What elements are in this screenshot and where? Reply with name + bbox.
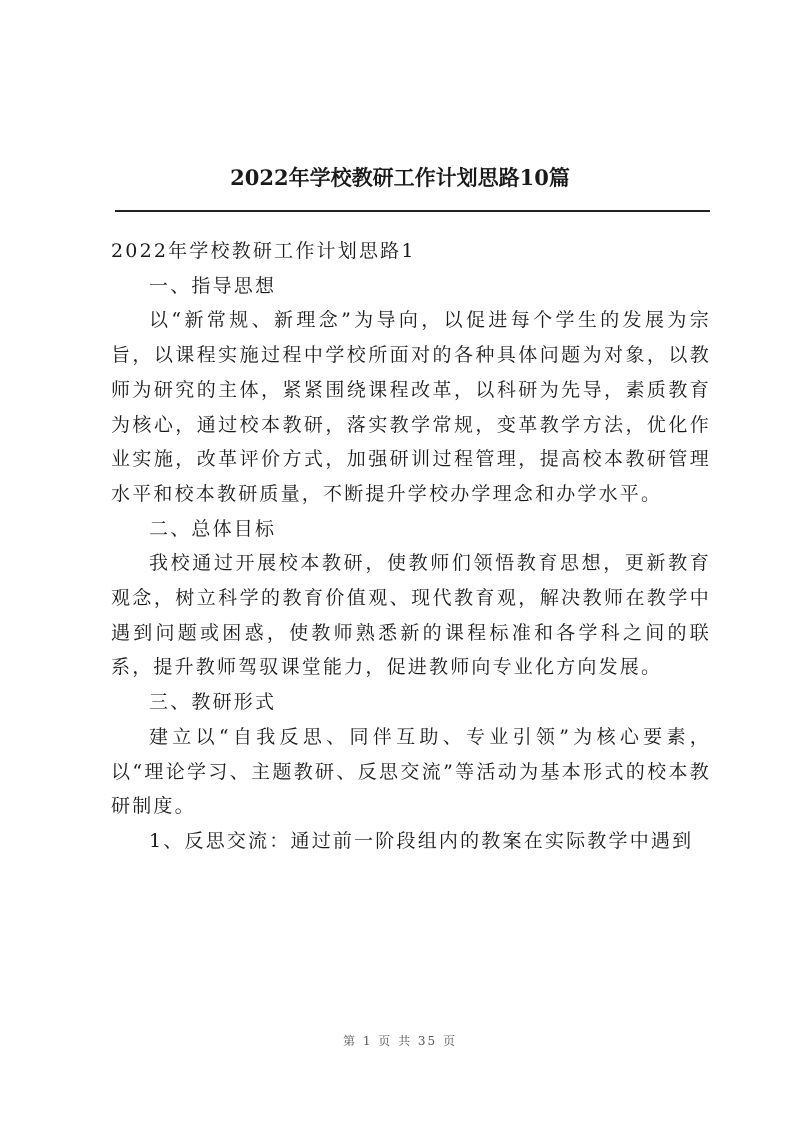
- heading-research-form: 三、教研形式: [149, 691, 277, 714]
- paragraph-overall-goal: 我校通过开展校本教研，使教师们领悟教育思想，更新教育观念，树立科学的教育价值观、现代教育观，解决教师在教学中遇到问题或困惑，使教师熟悉新的课程标准和各学科之间的联系，提升教师驾驭课堂能力，促进教师向专业化方向发展。: [111, 552, 711, 679]
- document-body: [111, 234, 711, 859]
- paragraph-reflection-exchange: 1、反思交流：通过前一阶段组内的教案在实际教学中遇到: [149, 829, 694, 852]
- paragraph-research-form: 建立以“自我反思、同伴互助、专业引领”为核心要素，以“理论学习、主题教研、反思交流”等活动为基本形式的校本教研制度。: [111, 725, 711, 818]
- page-footer: 第 1 页 共 35 页: [343, 1034, 457, 1048]
- title-divider: [115, 210, 710, 212]
- heading-guiding-thought: 一、指导思想: [149, 274, 277, 297]
- section-subtitle: 2022年学校教研工作计划思路1: [111, 240, 416, 262]
- heading-overall-goal: 二、总体目标: [149, 517, 277, 540]
- paragraph-guiding-thought: 以“新常规、新理念”为导向，以促进每个学生的发展为宗旨，以课程实施过程中学校所面对的各种具体问题为对象，以教师为研究的主体，紧紧围绕课程改革，以科研为先导，素质教育为核心，通过校本教研，落实教学常规，变革教学方法，优化作业实施，改革评价方式，加强研训过程管理，提高校本教研管理水平和校本教研质量，不断提升学校办学理念和办学水平。: [111, 309, 711, 505]
- document-title: 2022年学校教研工作计划思路10篇: [230, 165, 570, 190]
